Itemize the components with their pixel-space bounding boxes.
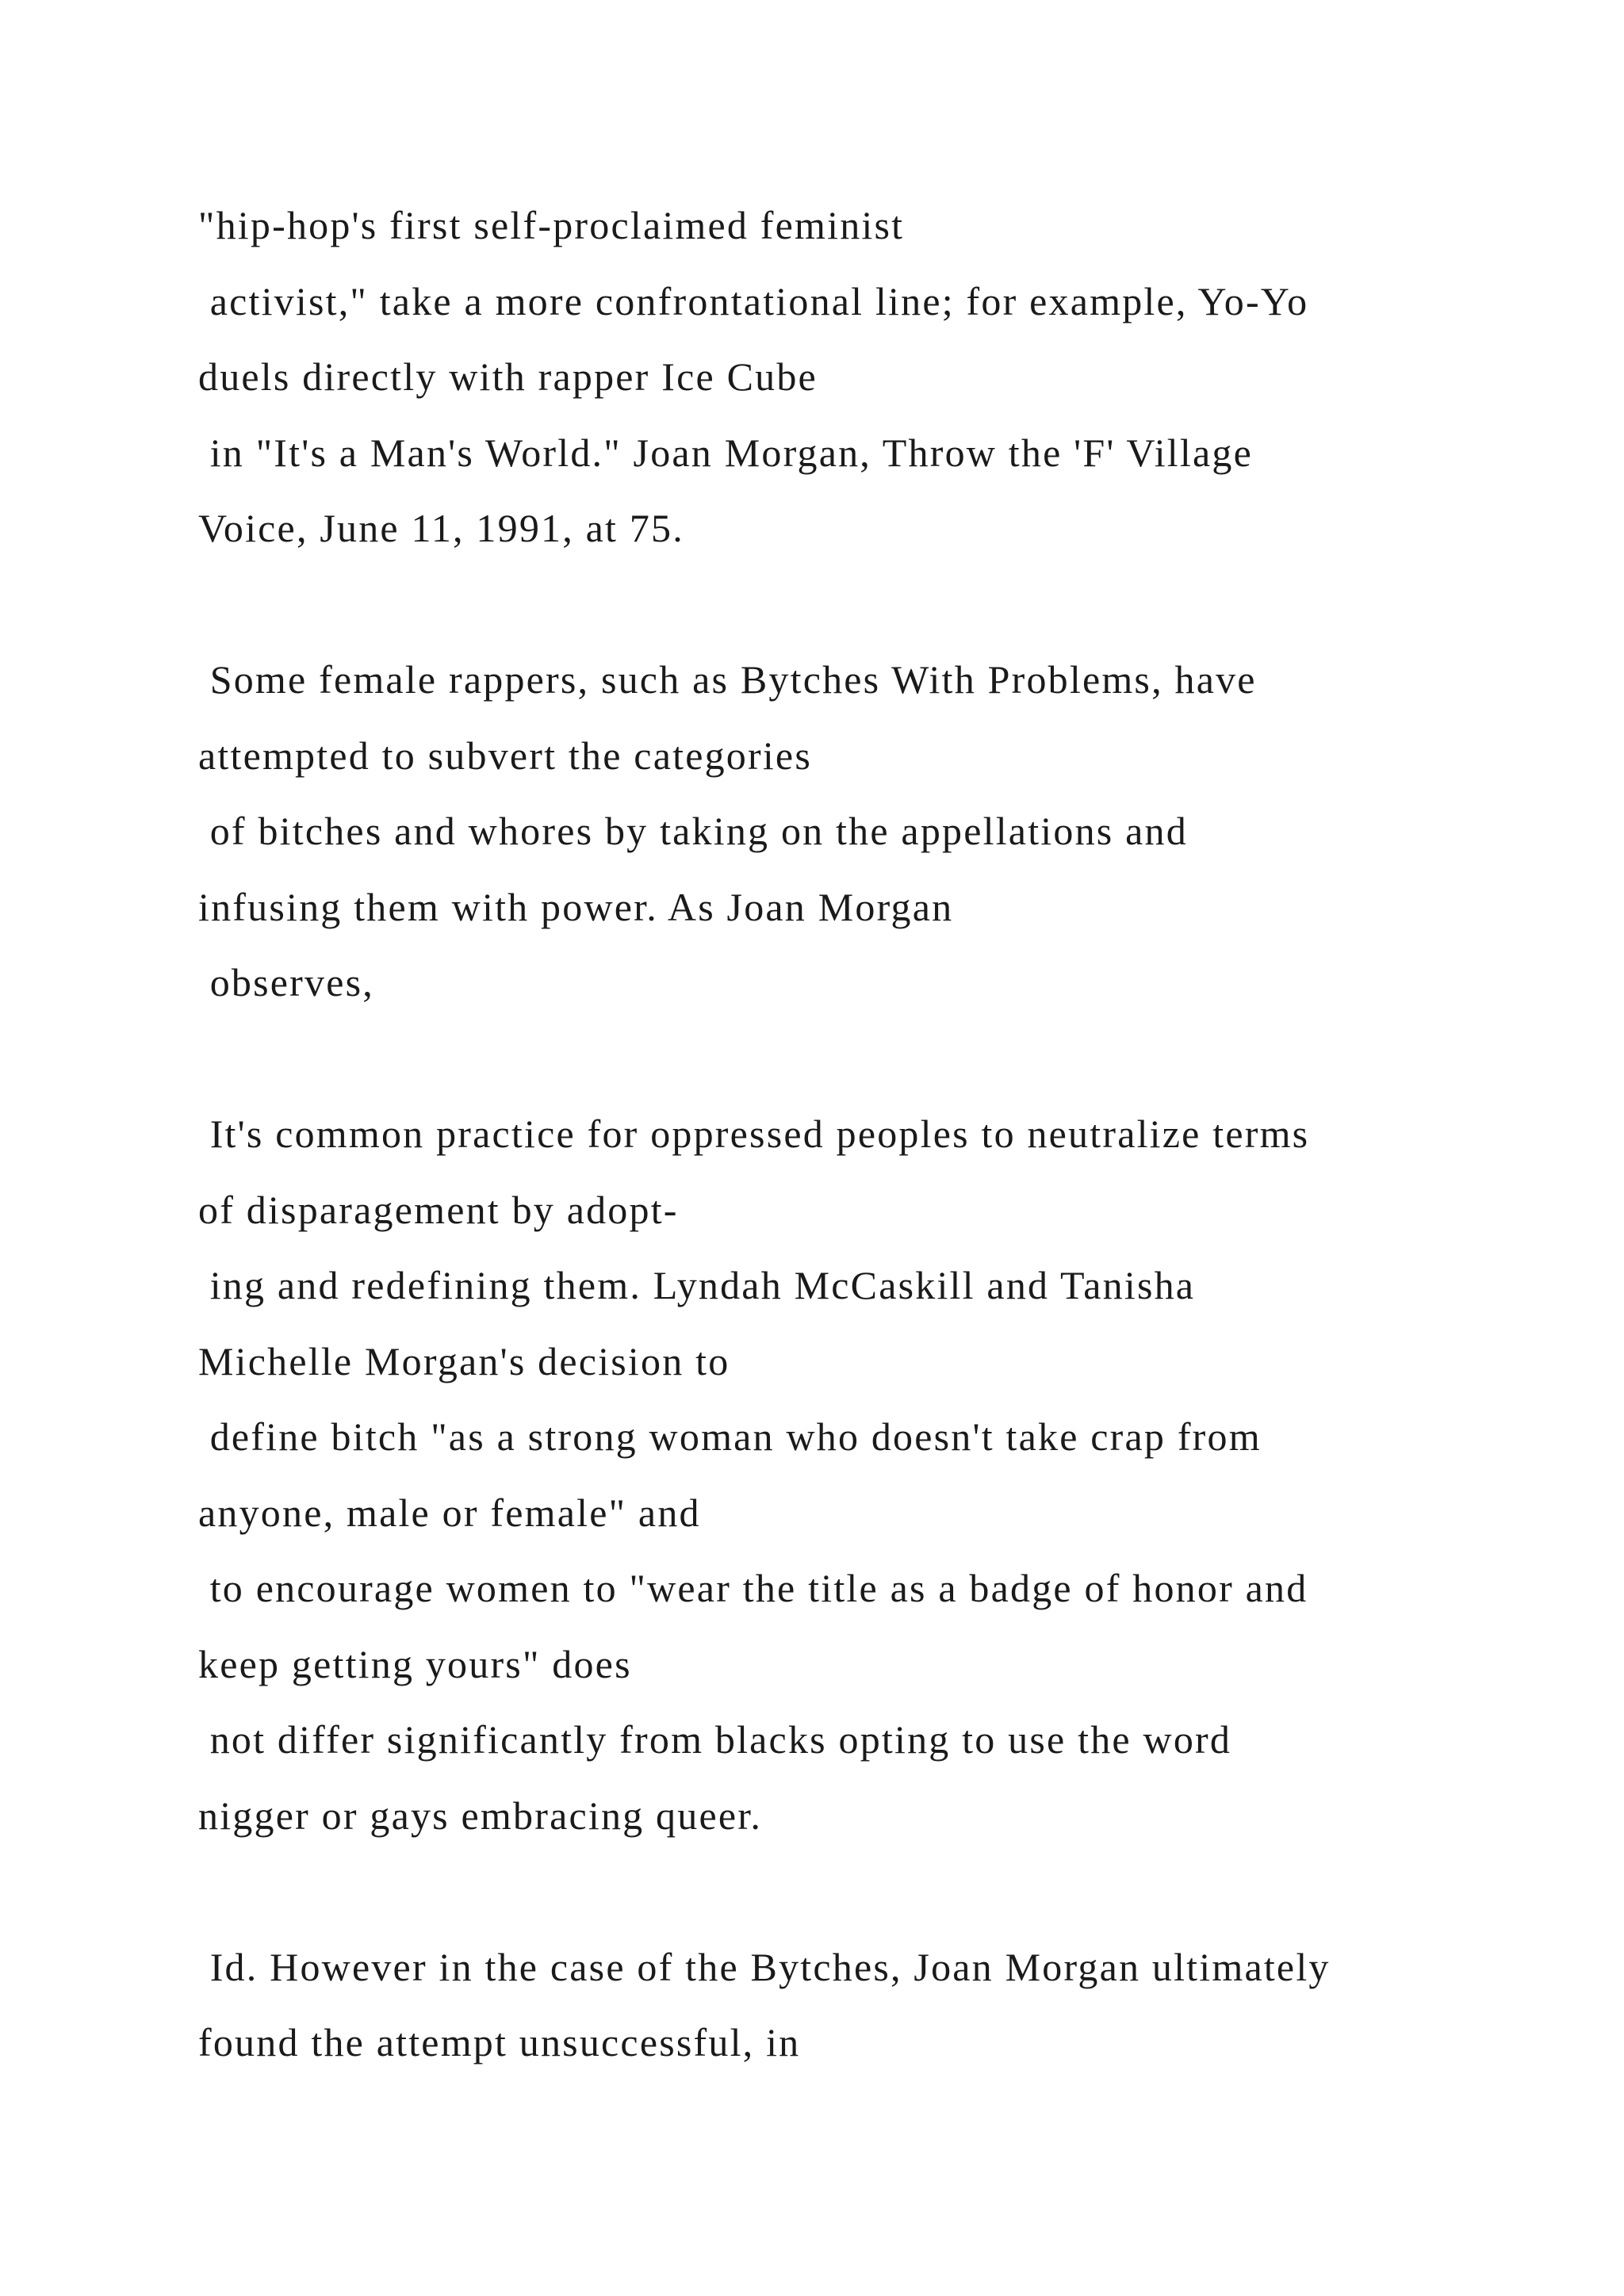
text-line: in "It's a Man's World." Joan Morgan, Throw the 'F' Village (198, 430, 1253, 475)
paragraph-block-quote (198, 1096, 1499, 1854)
text-line: nigger or gays embracing queer. (198, 1793, 763, 1838)
text-line: found the attempt unsuccessful, in (198, 2020, 801, 2064)
text-line: Michelle Morgan's decision to (198, 1338, 730, 1383)
text-line: of bitches and whores by taking on the appellations and (198, 809, 1188, 853)
text-line: anyone, male or female" and (198, 1490, 701, 1535)
text-line: Voice, June 11, 1991, at 75. (198, 506, 684, 550)
paragraph-spacer (198, 567, 1499, 643)
paragraph-id-however (198, 1930, 1499, 2081)
paragraph-female-rappers (198, 642, 1499, 1021)
text-line: attempted to subvert the categories (198, 733, 812, 778)
text-line: Id. However in the case of the Bytches, Joan Morgan ultimately (198, 1944, 1331, 1989)
text-line: Some female rappers, such as Bytches With Problems, have (198, 657, 1257, 702)
text-line: activist," take a more confrontational line; for example, Yo-Yo (198, 278, 1309, 323)
text-line: duels directly with rapper Ice Cube (198, 354, 818, 399)
text-line: to encourage women to "wear the title as a badge of honor and (198, 1566, 1308, 1610)
text-line: of disparagement by adopt- (198, 1187, 679, 1232)
paragraph-spacer (198, 1854, 1499, 1930)
text-line: It's common practice for oppressed peoples to neutralize terms (198, 1112, 1310, 1156)
document-body (198, 188, 1499, 2081)
paragraph-spacer (198, 1021, 1499, 1097)
paragraph-footnote-continuation (198, 188, 1499, 567)
text-line: define bitch "as a strong woman who doesn't take crap from (198, 1414, 1262, 1459)
text-line: ing and redefining them. Lyndah McCaskill and Tanisha (198, 1263, 1196, 1307)
text-line: not differ significantly from blacks opting to use the word (198, 1717, 1232, 1762)
text-line: observes, (198, 960, 374, 1004)
text-line: "hip-hop's first self-proclaimed feminist (198, 203, 905, 247)
text-line: infusing them with power. As Joan Morgan (198, 884, 954, 929)
text-line: keep getting yours" does (198, 1641, 632, 1686)
